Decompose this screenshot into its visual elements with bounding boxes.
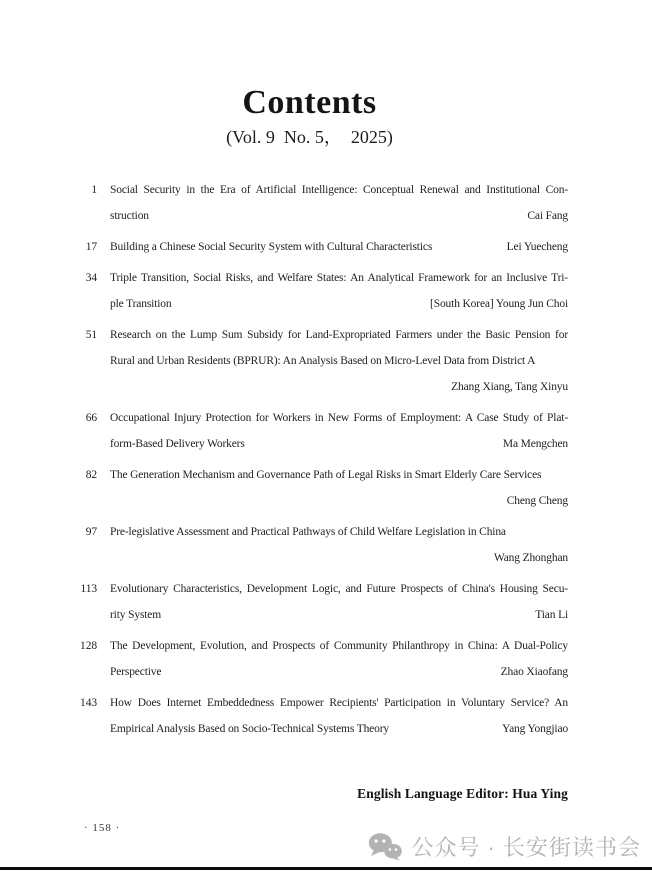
entry-page-number: 66 bbox=[85, 412, 97, 424]
entry-title-line: Rural and Urban Residents (BPRUR): An Analysis Based on Micro-Level Data from District A bbox=[110, 355, 536, 367]
entry-body bbox=[110, 576, 568, 628]
bottom-rule bbox=[0, 867, 652, 870]
entry-body bbox=[110, 234, 568, 260]
entry-page-number: 82 bbox=[85, 469, 97, 481]
toc-entry bbox=[67, 690, 568, 742]
entry-author: Zhang Xiang, Tang Xinyu bbox=[451, 381, 568, 393]
entry-title-line: The Generation Mechanism and Governance Path of Legal Risks in Smart Elderly Care Services bbox=[110, 469, 542, 481]
editor-note: English Language Editor: Hua Ying bbox=[357, 786, 568, 801]
entry-page-number: 113 bbox=[80, 583, 97, 595]
entry-title-line: Evolutionary Characteristics, Development Logic, and Future Prospects of China's Housing Secu- bbox=[110, 583, 568, 595]
entry-title-line: Perspective bbox=[110, 666, 162, 678]
entry-title-author-line bbox=[110, 431, 568, 457]
entry-title-author-line bbox=[110, 716, 568, 742]
folio-page-number: · 158 · bbox=[84, 822, 121, 834]
entry-title-author-line bbox=[110, 203, 568, 229]
toc-entry bbox=[67, 265, 568, 317]
entry-title-author-line bbox=[110, 602, 568, 628]
toc-entry bbox=[67, 576, 568, 628]
entry-body bbox=[110, 405, 568, 457]
entry-author: Zhao Xiaofang bbox=[500, 666, 568, 678]
entry-title-line: Empirical Analysis Based on Socio-Technical Systems Theory bbox=[110, 723, 390, 735]
entry-page-number: 97 bbox=[85, 526, 97, 538]
entry-page-number: 51 bbox=[85, 329, 97, 341]
entry-author: Ma Mengchen bbox=[502, 438, 568, 450]
entry-page-number: 34 bbox=[85, 272, 97, 284]
toc-entry bbox=[67, 633, 568, 685]
entry-title-line: rity System bbox=[110, 609, 162, 621]
entry-title-line: Pre-legislative Assessment and Practical Pathways of Child Welfare Legislation in China bbox=[110, 526, 506, 538]
wechat-icon bbox=[368, 832, 402, 861]
entry-body bbox=[110, 690, 568, 742]
entry-title-line: Research on the Lump Sum Subsidy for Land-Expropriated Farmers under the Basic Pension for bbox=[110, 329, 568, 341]
entry-body bbox=[110, 177, 568, 229]
toc-entry bbox=[67, 177, 568, 229]
entry-author: Tian Li bbox=[535, 609, 568, 621]
entry-title-author-line bbox=[110, 291, 568, 317]
entry-title-line: Occupational Injury Protection for Workers in New Forms of Employment: A Case Study of Plat- bbox=[110, 412, 568, 424]
toc-entry-list bbox=[67, 177, 568, 742]
entry-page-number: 128 bbox=[80, 640, 97, 652]
entry-title-line: Triple Transition, Social Risks, and Welfare States: An Analytical Framework for an Inclusive Tri- bbox=[110, 272, 568, 284]
watermark bbox=[368, 831, 641, 862]
toc-entry bbox=[67, 234, 568, 260]
entry-author: Yang Yongjiao bbox=[502, 723, 568, 735]
entry-title-line: Building a Chinese Social Security System with Cultural Characteristics bbox=[110, 241, 433, 253]
entry-body bbox=[110, 322, 568, 400]
toc-entry bbox=[67, 322, 568, 400]
entry-title-line: How Does Internet Embeddedness Empower Recipients' Participation in Voluntary Service? An bbox=[110, 697, 568, 709]
entry-author: Wang Zhonghan bbox=[493, 552, 568, 564]
entry-title-line: The Development, Evolution, and Prospects of Community Philanthropy in China: A Dual-Policy bbox=[110, 640, 568, 652]
page-header bbox=[67, 84, 552, 149]
entry-title-line: form-Based Delivery Workers bbox=[110, 438, 245, 450]
entry-author: Lei Yuecheng bbox=[506, 241, 568, 253]
entry-title-line: Social Security in the Era of Artificial Intelligence: Conceptual Renewal and Institutional Con- bbox=[110, 184, 568, 196]
entry-page-number: 1 bbox=[91, 184, 97, 196]
page-title: Contents bbox=[242, 84, 377, 121]
toc-entry bbox=[67, 405, 568, 457]
entry-body bbox=[110, 633, 568, 685]
toc-entry bbox=[67, 462, 568, 514]
entry-author: Cheng Cheng bbox=[506, 495, 568, 507]
watermark-text: 公众号 · 长安街读书会 bbox=[411, 835, 641, 860]
entry-title-author-line bbox=[110, 234, 568, 260]
entry-body bbox=[110, 265, 568, 317]
entry-author: Cai Fang bbox=[527, 210, 568, 222]
toc-entry bbox=[67, 519, 568, 571]
entry-author: [South Korea] Young Jun Choi bbox=[430, 298, 568, 310]
entry-title-author-line bbox=[110, 659, 568, 685]
entry-body bbox=[110, 462, 568, 514]
volume-issue-line: (Vol. 9 No. 5， 2025) bbox=[226, 127, 393, 147]
entry-page-number: 17 bbox=[85, 241, 97, 253]
entry-title-line: ple Transition bbox=[110, 298, 172, 310]
entry-body bbox=[110, 519, 568, 571]
entry-page-number: 143 bbox=[80, 697, 97, 709]
entry-title-line: struction bbox=[110, 210, 149, 222]
